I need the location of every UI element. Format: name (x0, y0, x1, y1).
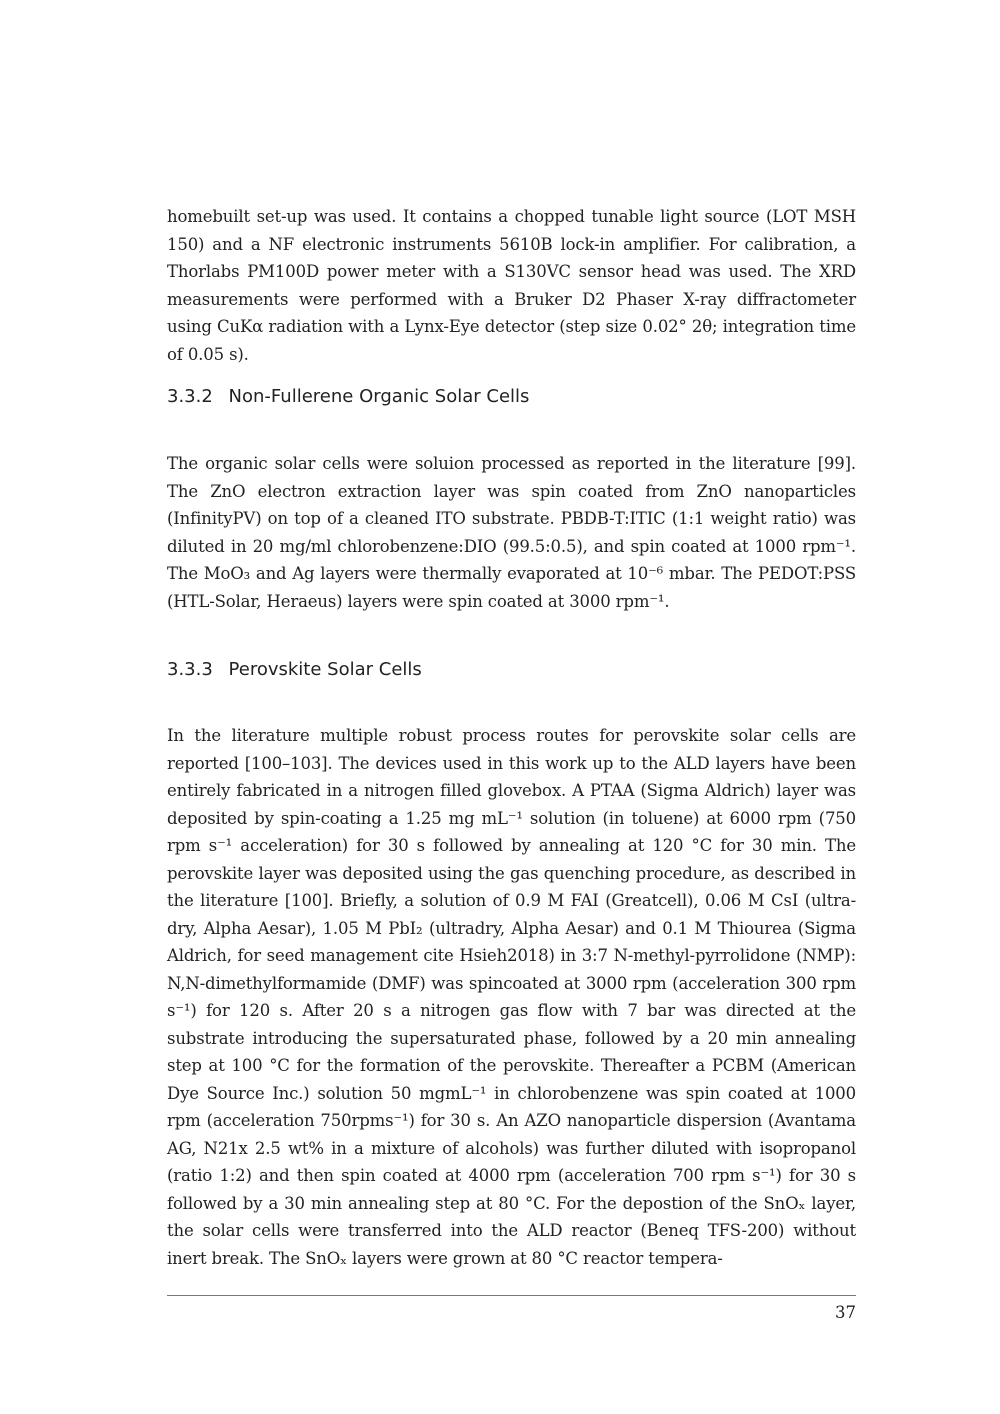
section-3-3-3-body: In the literature multiple robust process routes for perovskite solar cells are reported [100–103]. The devices used in this work up to the ALD layers have been entirely fabricated in a nitrogen filled glovebox. A PTAA (Sigma Aldrich) layer was deposited by spin-coating a 1.25 mg mL⁻¹ solution (in toluene) at 6000 rpm (750 rpm s⁻¹ acceleration) for 30 s followed by annealing at 120 °C for 30 min. The perovskite layer was deposited using the gas quenching procedure, as described in the literature [100]. Briefly, a solution of 0.9 M FAI (Greatcell), 0.06 M CsI (ultra-dry, Alpha Aesar), 1.05 M PbI₂ (ultradry, Alpha Aesar) and 0.1 M Thiourea (Sigma Aldrich, for seed management cite Hsieh2018) in 3:7 N-methyl-pyrrolidone (NMP): N,N-dimethylformamide (DMF) was spincoated at 3000 rpm (acceleration 300 rpm s⁻¹) for 120 s. After 20 s a nitrogen gas flow with 7 bar was directed at the substrate introducing the supersaturated phase, followed by a 20 min annealing step at 100 °C for the formation of the perovskite. Thereafter a PCBM (American Dye Source Inc.) solution 50 mgmL⁻¹ in chlorobenzene was spin coated at 1000 rpm (acceleration 750rpms⁻¹) for 30 s. An AZO nanoparticle dispersion (Avantama AG, N21x 2.5 wt% in a mixture of alcohols) was further diluted with isopropanol (ratio 1:2) and then spin coated at 4000 rpm (acceleration 700 rpm s⁻¹) for 30 s followed by a 30 min annealing step at 80 °C. For the depostion of the SnOₓ layer, the solar cells were transferred into the ALD reactor (Beneq TFS-200) without inert break. The SnOₓ layers were grown at 80 °C reactor tempera- (167, 726, 856, 1268)
section-3-3-2-body: The organic solar cells were soluion processed as reported in the literature [99]. The ZnO electron extraction layer was spin coated from ZnO nanoparticles (InfinityPV) on top of a cleaned ITO substrate. PBDB-T:ITIC (1:1 weight ratio) was diluted in 20 mg/ml chlorobenzene:DIO (99.5:0.5), and spin coated at 1000 rpm⁻¹. The MoO₃ and Ag layers were thermally evaporated at 10⁻⁶ mbar. The PEDOT:PSS (HTL-Solar, Heraeus) layers were spin coated at 3000 rpm⁻¹. (167, 454, 856, 611)
section-title: Perovskite Solar Cells (228, 659, 422, 680)
section-heading-3-3-2 (167, 386, 529, 407)
section-heading-3-3-3 (167, 659, 422, 680)
page-number: 37 (835, 1303, 856, 1322)
section-number: 3.3.3 (167, 659, 213, 680)
section-number: 3.3.2 (167, 386, 213, 407)
section-title: Non-Fullerene Organic Solar Cells (228, 386, 530, 407)
footer-rule (167, 1295, 856, 1296)
intro-paragraph: homebuilt set-up was used. It contains a chopped tunable light source (LOT MSH 150) and a NF electronic instruments 5610B lock-in amplifier. For calibration, a Thorlabs PM100D power meter with a S130VC sensor head was used. The XRD measurements were performed with a Bruker D2 Phaser X-ray diffractometer using CuKα radiation with a Lynx-Eye detector (step size 0.02° 2θ; integration time of 0.05 s). (167, 207, 856, 364)
